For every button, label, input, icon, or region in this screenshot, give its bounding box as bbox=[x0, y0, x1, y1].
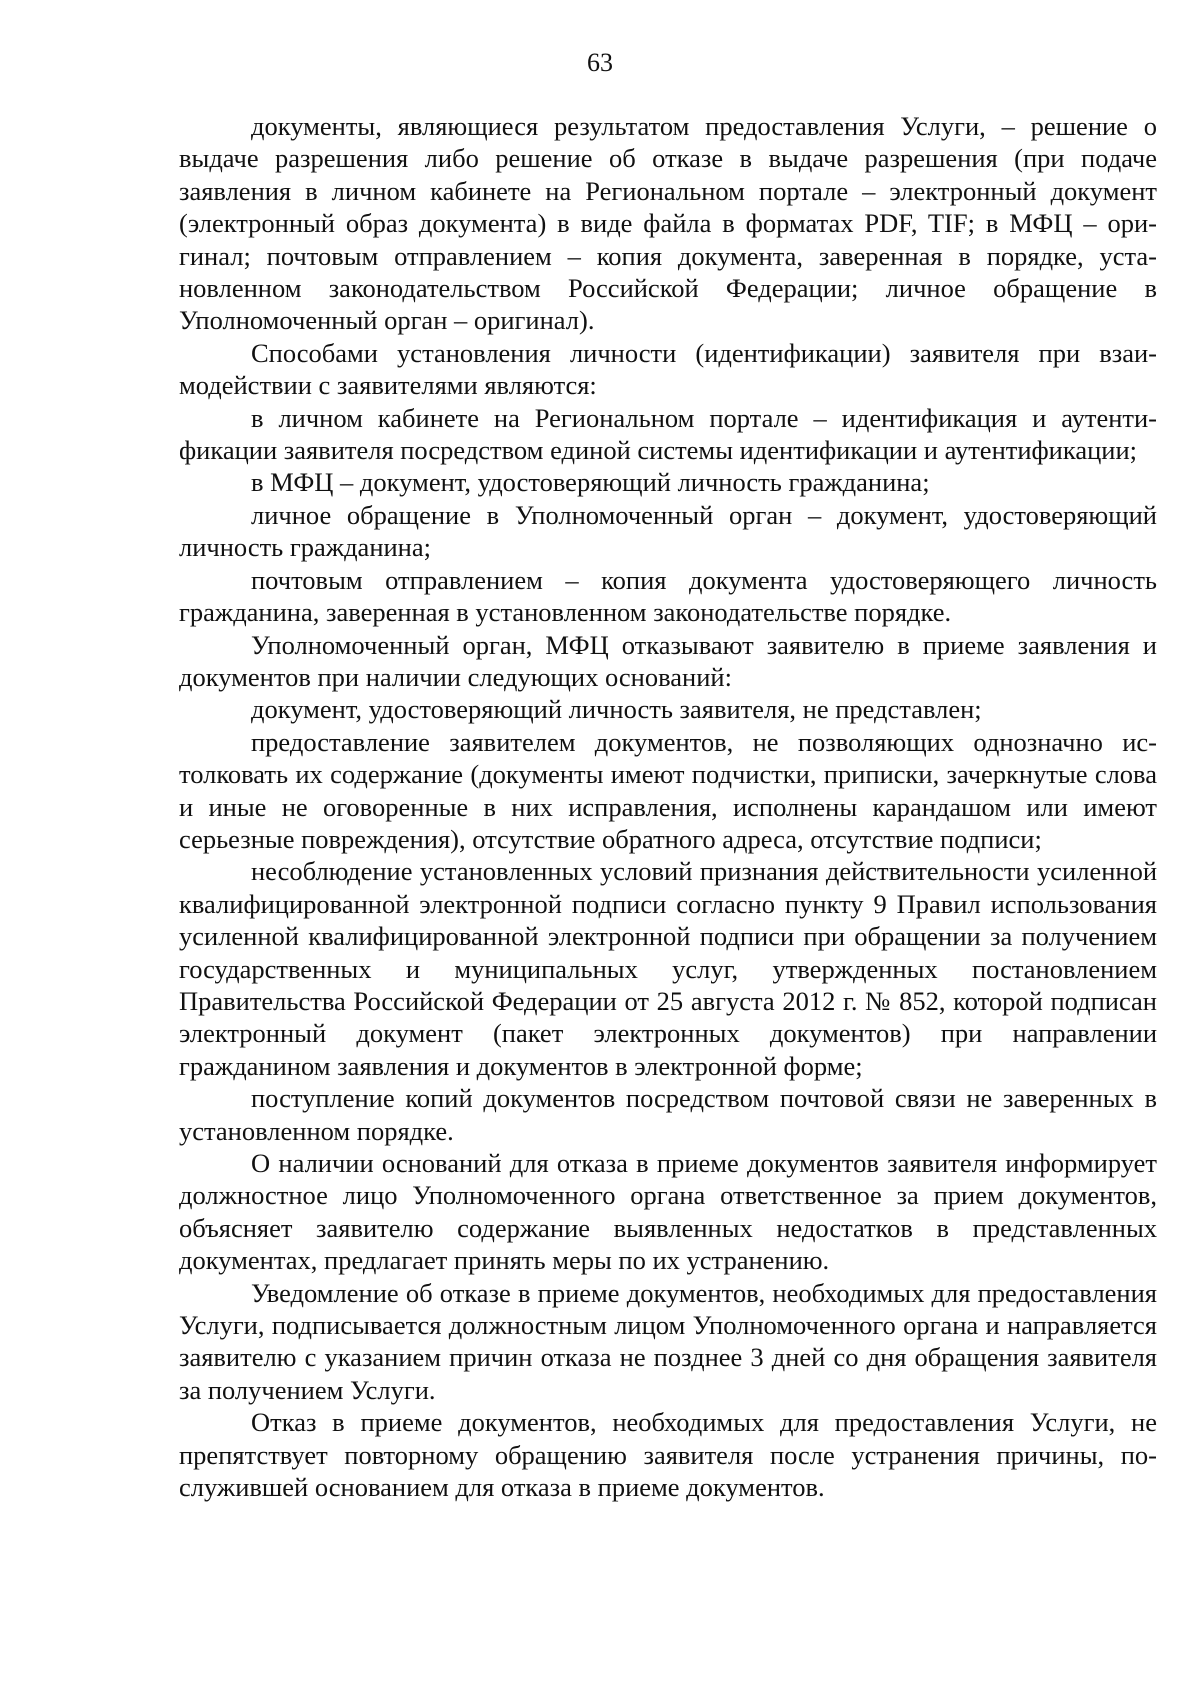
paragraph-signature-conditions: несоблюдение установленных условий признания действительности усиленной квалифицированной электронной подписи согласно пункту 9 Правил использования усиленной квалифицированной электронной подписи при обращении за получением государственных и муниципальных услуг, утвержденных постановлением Правительства Российской Федерации от 25 августа 2012 г. № 852, которой подписан электронный документ (пакет электронных документов) при направлении гражданином заявления и документов в электронной форме; bbox=[179, 856, 1157, 1081]
paragraph-result-documents: документы, являющиеся результатом предоставления Услуги, – решение о выдаче разрешения либо решение об отказе в выдаче разрешения (при подаче заявления в личном кабинете на Региональном портале – электронный документ (электронный образ документа) в виде файла в форматах PDF, TIF; в МФЦ – оригинал; почтовым отправлением – копия документа, заверенная в порядке, установленном законодательством Российской Федерации; личное обращение в Уполномоченный орган – оригинал). bbox=[179, 111, 1157, 336]
paragraph-identification-methods: Способами установления личности (идентификации) заявителя при взаимодействии с заявителями являются: bbox=[179, 337, 1157, 401]
paragraph-repeat-application: Отказ в приеме документов, необходимых для предоставления Услуги, не препятствует повторному обращению заявителя после устранения причины, послужившей основанием для отказа в приеме документов. bbox=[179, 1407, 1157, 1503]
paragraph-refusal-notice: Уведомление об отказе в приеме документов, необходимых для предоставления Услуги, подписывается должностным лицом Уполномоченного органа и направляется заявителю с указанием причин отказа не позднее 3 дней со дня обращения заявителя за получением Услуги. bbox=[179, 1277, 1157, 1405]
paragraph-mfc-document: в МФЦ – документ, удостоверяющий личность гражданина; bbox=[251, 467, 930, 498]
paragraph-informing-applicant: О наличии оснований для отказа в приеме документов заявителя информирует должностное лицо Уполномоченного органа ответственное за прием документов, объясняет заявителю содержание выявленных недостатков в представленных документах, предлагает принять меры по их устранению. bbox=[179, 1148, 1157, 1276]
paragraph-ambiguous-documents: предоставление заявителем документов, не позволяющих однозначно истолковать их содержание (документы имеют подчистки, приписки, зачеркнутые слова и иные не оговоренные в них исправления, исполнены карандашом или имеют серьезные повреждения), отсутствие обратного адреса, отсутствие подписи; bbox=[179, 726, 1157, 854]
paragraph-personal-visit: личное обращение в Уполномоченный орган – документ, удостоверяющий личность гражданина; bbox=[179, 499, 1157, 563]
paragraph-regional-portal: в личном кабинете на Региональном портале – идентификация и аутентификации заявителя посредством единой системы идентификации и аутентификации; bbox=[179, 402, 1157, 466]
document-body bbox=[179, 110, 1157, 1503]
paragraph-identity-not-presented: документ, удостоверяющий личность заявителя, не представлен; bbox=[251, 694, 982, 725]
page-number: 63 bbox=[587, 48, 613, 77]
paragraph-postal-copy: почтовым отправлением – копия документа удостоверяющего личность гражданина, заверенная в установленном законодательстве порядке. bbox=[179, 564, 1157, 628]
paragraph-refusal-grounds: Уполномоченный орган, МФЦ отказывают заявителю в приеме заявления и документов при наличии следующих оснований: bbox=[179, 629, 1157, 692]
paragraph-uncertified-copies: поступление копий документов посредством почтовой связи не заверенных в установленном порядке. bbox=[179, 1083, 1157, 1146]
